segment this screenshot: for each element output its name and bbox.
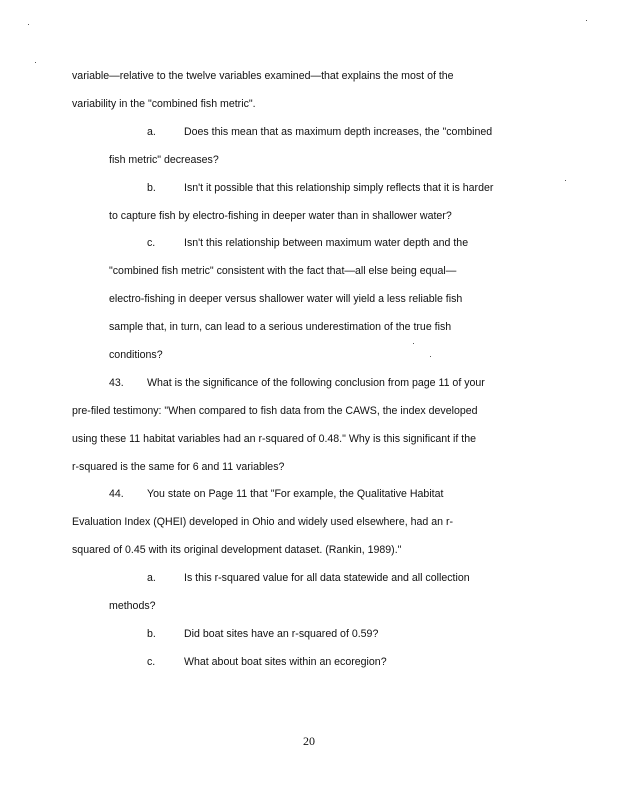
q44-a-line-1: Is this r-squared value for all data statewide and all collection — [184, 572, 470, 584]
scan-speck — [430, 356, 431, 357]
q43-line-3: using these 11 habitat variables had an r-squared of 0.48." Why is this significant if the — [72, 433, 477, 445]
item-c-line-1: Isn't this relationship between maximum water depth and the — [184, 237, 469, 249]
q43-line-2: pre-filed testimony: "When compared to fish data from the CAWS, the index developed — [72, 405, 478, 417]
item-c-line-2: "combined fish metric" consistent with the fact that—all else being equal— — [109, 265, 457, 277]
item-c-label: c. — [147, 237, 156, 249]
q44-a-label: a. — [147, 572, 156, 584]
q44-b-line-1: Did boat sites have an r-squared of 0.59? — [184, 628, 379, 640]
q43-line-4: r-squared is the same for 6 and 11 variables? — [72, 461, 285, 473]
scan-speck — [565, 180, 566, 181]
q43-line-1: What is the significance of the following conclusion from page 11 of your — [147, 377, 485, 389]
q43-number: 43. — [109, 377, 124, 389]
q44-c-label: c. — [147, 656, 156, 668]
q44-line-2: Evaluation Index (QHEI) developed in Ohio and widely used elsewhere, had an r- — [72, 516, 454, 528]
q44-line-3: squared of 0.45 with its original development dataset. (Rankin, 1989)." — [72, 544, 402, 556]
page-number: 20 — [303, 734, 315, 748]
scan-speck — [35, 62, 36, 63]
item-a-label: a. — [147, 126, 156, 138]
scan-speck — [586, 20, 587, 21]
item-b-line-1: Isn't it possible that this relationship simply reflects that it is harder — [184, 182, 494, 194]
item-c-line-3: electro-fishing in deeper versus shallower water will yield a less reliable fish — [109, 293, 463, 305]
item-b-line-2: to capture fish by electro-fishing in deeper water than in shallower water? — [109, 210, 452, 222]
item-b-label: b. — [147, 182, 156, 194]
q44-c-line-1: What about boat sites within an ecoregion? — [184, 656, 387, 668]
q44-a-line-2: methods? — [109, 600, 156, 612]
item-a-line-1: Does this mean that as maximum depth increases, the "combined — [184, 126, 493, 138]
q44-b-label: b. — [147, 628, 156, 640]
item-c-line-4: sample that, in turn, can lead to a serious underestimation of the true fish — [109, 321, 452, 333]
item-a-line-2: fish metric" decreases? — [109, 154, 219, 166]
q44-number: 44. — [109, 488, 124, 500]
intro-line-1: variable—relative to the twelve variables examined—that explains the most of the — [72, 70, 454, 82]
q44-line-1: You state on Page 11 that "For example, the Qualitative Habitat — [147, 488, 444, 500]
scan-speck — [413, 343, 414, 344]
item-c-line-5: conditions? — [109, 349, 163, 361]
scan-speck — [28, 24, 29, 25]
intro-line-2: variability in the "combined fish metric". — [72, 98, 256, 110]
